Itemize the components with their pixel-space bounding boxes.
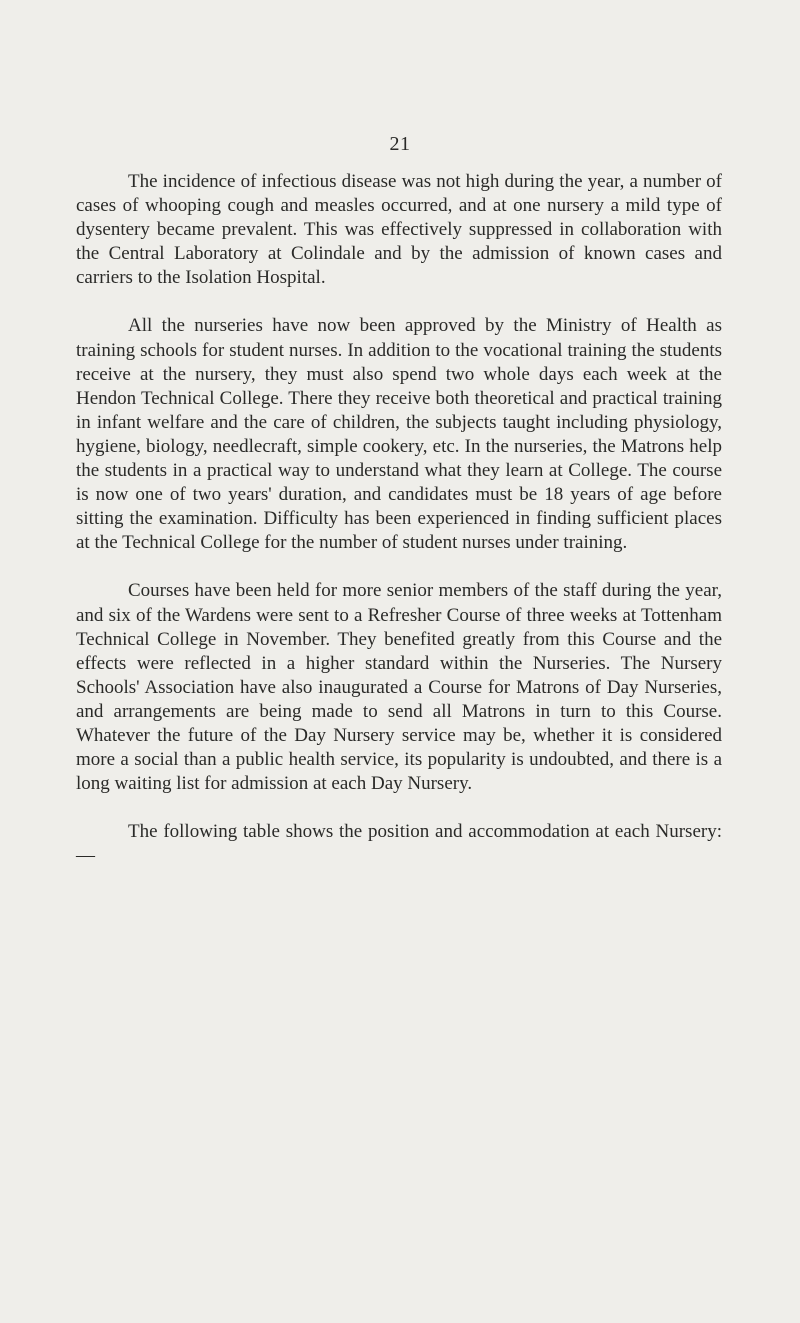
paragraph-nurse-training: All the nurseries have now been approved by the Ministry of Health as training schools for student nurses. In addition to the vocational training the students receive at the nursery, they must also spend two whole days each week at the Hendon Technical College. There they receive both theoretical and practical training in infant welfare and the care of children, the subjects taught including physiology, hygiene, biology, needlecraft, simple cookery, etc. In the nurseries, the Matrons help the students in a practical way to understand what they learn at College. The course is now one of two years' duration, and candidates must be 18 years of age before sitting the examination. Difficulty has been experienced in finding sufficient places at the Technical College for the number of student nurses under training. bbox=[76, 315, 722, 554]
page-number: 21 bbox=[389, 133, 411, 155]
paragraph-infectious-disease: The incidence of infectious disease was not high during the year, a number of cases of whooping cough and measles occurred, and at one nursery a mild type of dysentery became prevalent. This was effectively suppressed in collaboration with the Central Laboratory at Colindale and by the admission of known cases and carriers to the Isolation Hospital. bbox=[76, 171, 722, 289]
paragraph-staff-courses: Courses have been held for more senior members of the staff during the year, and six of the Wardens were sent to a Refresher Course of three weeks at Tottenham Technical College in November. They benefited greatly from this Course and the effects were reflected in a higher standard within the Nurseries. The Nursery Schools' Association have also inaugurated a Course for Matrons of Day Nurseries, and arrangements are being made to send all Matrons in turn to this Course. Whatever the future of the Day Nursery service may be, whether it is considered more a social than a public health service, its popularity is undoubted, and there is a long waiting list for admission at each Day Nursery. bbox=[76, 580, 722, 795]
body-text bbox=[76, 170, 722, 868]
paragraph-table-intro: The following table shows the position and accommodation at each Nursery:— bbox=[76, 821, 722, 867]
